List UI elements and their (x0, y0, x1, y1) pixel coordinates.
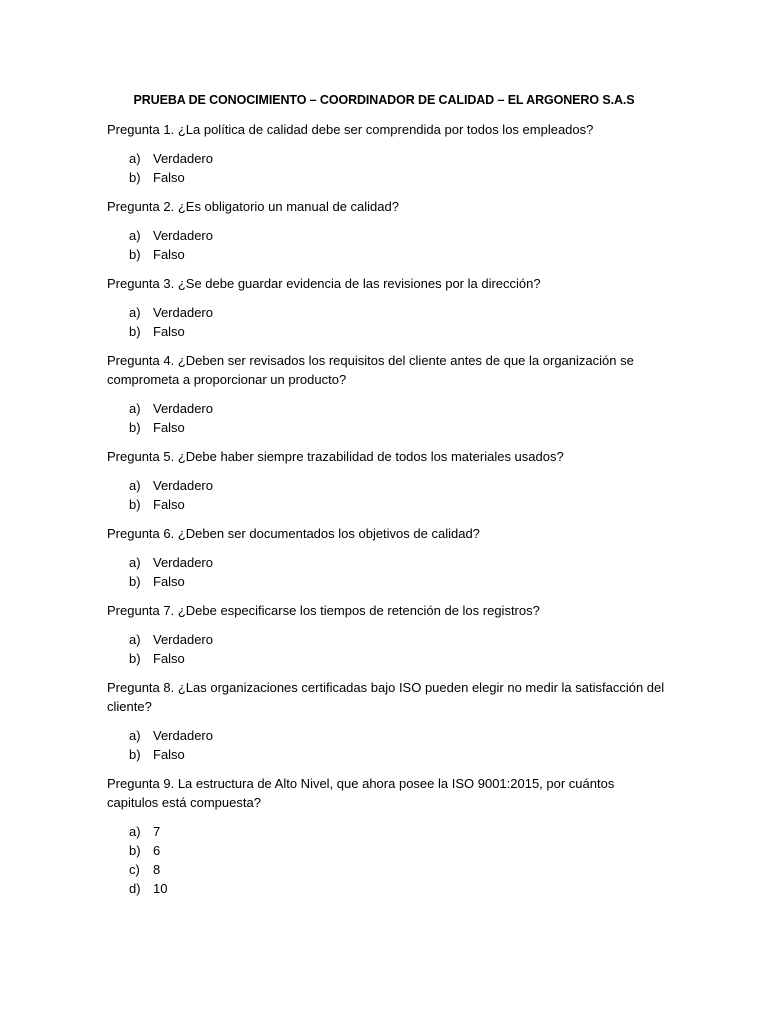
option-text: Falso (153, 574, 185, 589)
question-7 (107, 601, 667, 668)
option-item (107, 630, 667, 649)
option-text: Verdadero (153, 228, 213, 243)
option-letter: b) (129, 497, 141, 512)
option-text: Verdadero (153, 401, 213, 416)
question-text: Pregunta 8. ¿Las organizaciones certificadas bajo ISO pueden elegir no medir la satisfacción del cliente? (107, 680, 665, 714)
option-item (107, 745, 667, 764)
option-letter: b) (129, 574, 141, 589)
option-text: Falso (153, 170, 185, 185)
option-text: Falso (153, 497, 185, 512)
question-5 (107, 447, 667, 514)
option-letter: b) (129, 247, 141, 262)
option-letter: a) (129, 824, 141, 839)
option-letter: a) (129, 228, 141, 243)
option-list (107, 226, 667, 264)
option-text: 10 (153, 881, 168, 896)
question-4 (107, 351, 667, 437)
question-9 (107, 774, 667, 898)
question-text: Pregunta 6. ¿Deben ser documentados los objetivos de calidad? (107, 526, 480, 541)
question-text: Pregunta 9. La estructura de Alto Nivel, que ahora posee la ISO 9001:2015, por cuántos capitulos está compuesta? (107, 776, 615, 810)
question-8 (107, 678, 667, 764)
option-text: Verdadero (153, 632, 213, 647)
option-item (107, 303, 667, 322)
option-letter: b) (129, 324, 141, 339)
option-text: 6 (153, 843, 161, 858)
option-letter: a) (129, 305, 141, 320)
option-item (107, 553, 667, 572)
option-list (107, 553, 667, 591)
question-text: Pregunta 3. ¿Se debe guardar evidencia de las revisiones por la dirección? (107, 276, 541, 291)
option-item (107, 649, 667, 668)
option-list (107, 630, 667, 668)
question-text: Pregunta 4. ¿Deben ser revisados los requisitos del cliente antes de que la organización se comprometa a proporcionar un producto? (107, 353, 634, 387)
question-6 (107, 524, 667, 591)
question-text: Pregunta 7. ¿Debe especificarse los tiempos de retención de los registros? (107, 603, 540, 618)
option-text: Falso (153, 651, 185, 666)
option-letter: d) (129, 881, 141, 896)
option-text: Falso (153, 324, 185, 339)
option-letter: a) (129, 151, 141, 166)
option-letter: b) (129, 170, 141, 185)
option-item (107, 399, 667, 418)
option-item (107, 168, 667, 187)
option-letter: a) (129, 555, 141, 570)
option-text: Verdadero (153, 728, 213, 743)
option-text: Verdadero (153, 478, 213, 493)
option-text: Verdadero (153, 555, 213, 570)
option-item (107, 495, 667, 514)
option-item (107, 822, 667, 841)
option-item (107, 841, 667, 860)
option-text: 7 (153, 824, 161, 839)
option-item (107, 726, 667, 745)
option-item (107, 879, 667, 898)
option-item (107, 860, 667, 879)
option-letter: b) (129, 843, 141, 858)
option-text: Falso (153, 420, 185, 435)
option-item (107, 322, 667, 341)
option-text: Falso (153, 747, 185, 762)
option-item (107, 572, 667, 591)
option-letter: b) (129, 651, 141, 666)
option-letter: a) (129, 401, 141, 416)
question-2 (107, 197, 667, 264)
option-letter: c) (129, 862, 140, 877)
option-letter: b) (129, 420, 141, 435)
question-text: Pregunta 2. ¿Es obligatorio un manual de calidad? (107, 199, 399, 214)
question-text: Pregunta 1. ¿La política de calidad debe ser comprendida por todos los empleados? (107, 122, 594, 137)
option-item (107, 245, 667, 264)
option-list (107, 726, 667, 764)
option-letter: a) (129, 728, 141, 743)
option-letter: a) (129, 478, 141, 493)
option-list (107, 822, 667, 898)
option-item (107, 418, 667, 437)
option-text: Verdadero (153, 151, 213, 166)
option-list (107, 303, 667, 341)
option-list (107, 476, 667, 514)
option-letter: b) (129, 747, 141, 762)
option-list (107, 399, 667, 437)
question-1 (107, 120, 667, 187)
option-letter: a) (129, 632, 141, 647)
option-text: Verdadero (153, 305, 213, 320)
option-list (107, 149, 667, 187)
document-title: PRUEBA DE CONOCIMIENTO – COORDINADOR DE CALIDAD – EL ARGONERO S.A.S (133, 93, 635, 107)
option-item (107, 226, 667, 245)
question-text: Pregunta 5. ¿Debe haber siempre trazabilidad de todos los materiales usados? (107, 449, 564, 464)
option-text: Falso (153, 247, 185, 262)
question-3 (107, 274, 667, 341)
option-item (107, 149, 667, 168)
option-text: 8 (153, 862, 161, 877)
option-item (107, 476, 667, 495)
